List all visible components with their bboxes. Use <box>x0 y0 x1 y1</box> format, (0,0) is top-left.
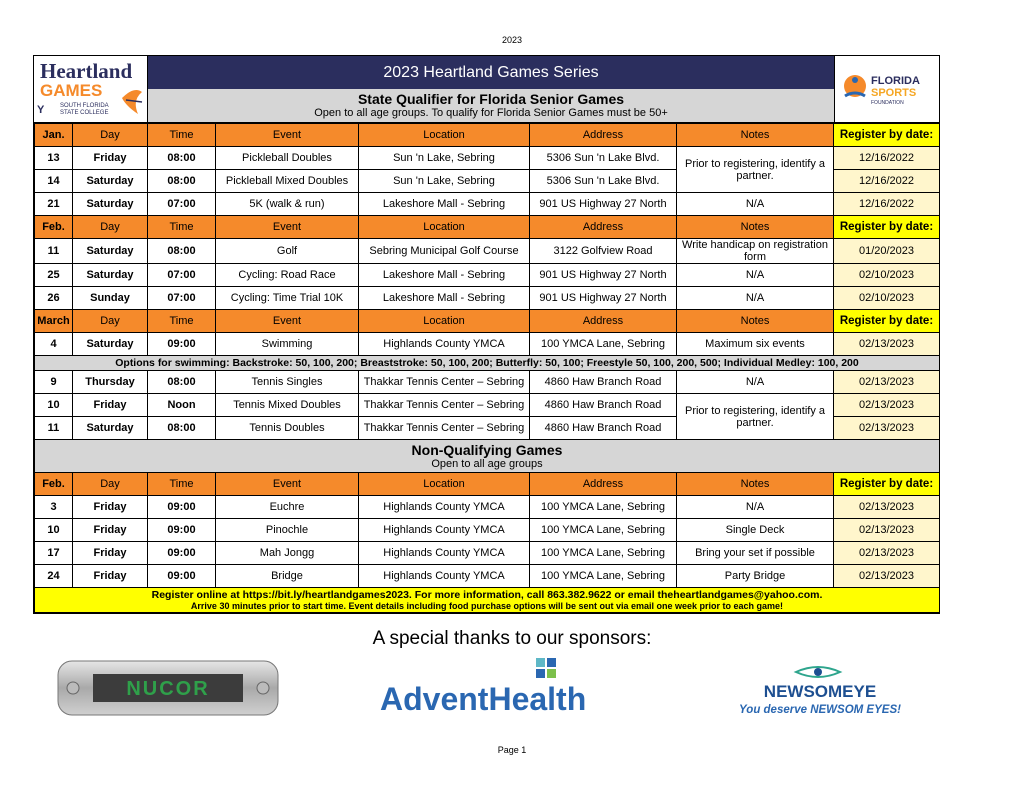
svg-text:Y: Y <box>37 104 45 116</box>
start-time: 08:00 <box>148 239 216 264</box>
day-number: 9 <box>35 371 73 394</box>
register-online-text: Register online at https://bit.ly/heartlandgames2023. For more information, call 863.382.9622 or email theheartlandgames@yahoo.com. <box>151 588 823 601</box>
address: 4860 Haw Branch Road <box>530 371 677 394</box>
location: Highlands County YMCA <box>359 496 530 519</box>
address: 4860 Haw Branch Road <box>530 417 677 440</box>
table-row <box>35 147 940 170</box>
section-title: State Qualifier for Florida Senior Games <box>357 91 625 107</box>
notes: Bring your set if possible <box>677 542 834 565</box>
notes: Prior to registering, identify a partner. <box>677 147 834 193</box>
notes: Write handicap on registration form <box>677 239 834 264</box>
table-row <box>35 287 940 310</box>
weekday: Friday <box>73 519 148 542</box>
notes: Prior to registering, identify a partner. <box>677 394 834 440</box>
register-date: 02/13/2023 <box>834 519 940 542</box>
start-time: 08:00 <box>148 170 216 193</box>
nucor-plate-icon <box>57 660 279 716</box>
event-name: Cycling: Road Race <box>216 264 359 287</box>
start-time: Noon <box>148 394 216 417</box>
day-number: 25 <box>35 264 73 287</box>
svg-text:NEWSOMEYE: NEWSOMEYE <box>763 682 877 701</box>
register-date: 02/10/2023 <box>834 264 940 287</box>
register-date: 02/13/2023 <box>834 565 940 588</box>
col-day: Day <box>73 473 148 496</box>
day-number: 21 <box>35 193 73 216</box>
register-date: 12/16/2022 <box>834 147 940 170</box>
col-time: Time <box>148 124 216 147</box>
newsom-eye-logo <box>720 662 920 723</box>
table-row <box>35 565 940 588</box>
svg-text:FOUNDATION: FOUNDATION <box>871 100 904 106</box>
florida-sports-logo <box>834 56 939 122</box>
notes: N/A <box>677 496 834 519</box>
florida-sports-foundation-logo-icon <box>835 56 939 122</box>
start-time: 07:00 <box>148 264 216 287</box>
event-name: Tennis Doubles <box>216 417 359 440</box>
address: 100 YMCA Lane, Sebring <box>530 565 677 588</box>
day-number: 10 <box>35 394 73 417</box>
start-time: 08:00 <box>148 417 216 440</box>
table-row <box>35 371 940 394</box>
month-label: Feb. <box>35 216 73 239</box>
day-number: 11 <box>35 417 73 440</box>
svg-text:STATE COLLEGE: STATE COLLEGE <box>60 110 109 116</box>
address: 100 YMCA Lane, Sebring <box>530 519 677 542</box>
weekday: Friday <box>73 394 148 417</box>
address: 100 YMCA Lane, Sebring <box>530 496 677 519</box>
swim-options-row <box>35 356 940 371</box>
swim-options: Options for swimming: Backstroke: 50, 100, 200; Breaststroke: 50, 100, 200; Butterfly: 50, 100; Freestyle 50, 100, 200, 500; Individual Medley: 100, 200 <box>35 356 940 371</box>
col-event: Event <box>216 216 359 239</box>
march-header-row <box>35 310 940 333</box>
notes: N/A <box>677 371 834 394</box>
register-date: 02/13/2023 <box>834 333 940 356</box>
event-name: Bridge <box>216 565 359 588</box>
section-note: Open to all age groups. To qualify for Florida Senior Games must be 50+ <box>314 107 668 119</box>
address: 4860 Haw Branch Road <box>530 394 677 417</box>
register-date: 02/13/2023 <box>834 394 940 417</box>
schedule-table <box>34 123 940 613</box>
weekday: Sunday <box>73 287 148 310</box>
non-qualifying-banner <box>35 440 940 473</box>
col-register: Register by date: <box>834 124 940 147</box>
col-notes: Notes <box>677 216 834 239</box>
register-date: 12/16/2022 <box>834 193 940 216</box>
col-time: Time <box>148 473 216 496</box>
location: Thakkar Tennis Center – Sebring <box>359 417 530 440</box>
weekday: Saturday <box>73 264 148 287</box>
event-name: Cycling: Time Trial 10K <box>216 287 359 310</box>
address: 100 YMCA Lane, Sebring <box>530 542 677 565</box>
start-time: 09:00 <box>148 519 216 542</box>
location: Highlands County YMCA <box>359 565 530 588</box>
schedule-sheet <box>33 55 940 614</box>
event-name: 5K (walk & run) <box>216 193 359 216</box>
nucor-logo <box>57 660 279 721</box>
start-time: 09:00 <box>148 542 216 565</box>
non-qualifying-title: Non-Qualifying Games <box>411 441 563 458</box>
header-center <box>148 56 834 122</box>
notes: Maximum six events <box>677 333 834 356</box>
event-name: Tennis Singles <box>216 371 359 394</box>
event-name: Golf <box>216 239 359 264</box>
weekday: Saturday <box>73 333 148 356</box>
col-time: Time <box>148 216 216 239</box>
weekday: Friday <box>73 542 148 565</box>
table-row <box>35 496 940 519</box>
col-notes: Notes <box>677 124 834 147</box>
footer-row <box>35 588 940 613</box>
non-qualifying-subtitle: Open to all age groups <box>431 457 543 470</box>
notes: N/A <box>677 264 834 287</box>
day-number: 14 <box>35 170 73 193</box>
svg-text:SPORTS: SPORTS <box>871 87 917 99</box>
address: 5306 Sun 'n Lake Blvd. <box>530 147 677 170</box>
location: Lakeshore Mall - Sebring <box>359 264 530 287</box>
col-register: Register by date: <box>834 473 940 496</box>
col-location: Location <box>359 473 530 496</box>
page-number: Page 1 <box>497 745 527 755</box>
event-name: Mah Jongg <box>216 542 359 565</box>
col-day: Day <box>73 124 148 147</box>
address: 901 US Highway 27 North <box>530 287 677 310</box>
feb-header-row <box>35 216 940 239</box>
location: Highlands County YMCA <box>359 519 530 542</box>
arrival-note: Arrive 30 minutes prior to start time. Event details including food purchase options will be sent out via email one week prior to each game! <box>190 600 784 611</box>
jan-header-row <box>35 124 940 147</box>
svg-text:SOUTH FLORIDA: SOUTH FLORIDA <box>60 103 109 109</box>
svg-text:Heartland: Heartland <box>40 59 133 83</box>
event-name: Pinochle <box>216 519 359 542</box>
page-title: 2023 Heartland Games Series <box>148 56 834 89</box>
weekday: Saturday <box>73 417 148 440</box>
col-location: Location <box>359 216 530 239</box>
location: Lakeshore Mall - Sebring <box>359 193 530 216</box>
notes: Single Deck <box>677 519 834 542</box>
location: Lakeshore Mall - Sebring <box>359 287 530 310</box>
col-notes: Notes <box>677 310 834 333</box>
weekday: Saturday <box>73 193 148 216</box>
start-time: 08:00 <box>148 147 216 170</box>
year-label: 2023 <box>501 35 523 45</box>
register-date: 02/13/2023 <box>834 371 940 394</box>
col-address: Address <box>530 124 677 147</box>
event-name: Pickleball Mixed Doubles <box>216 170 359 193</box>
day-number: 17 <box>35 542 73 565</box>
start-time: 09:00 <box>148 333 216 356</box>
register-date: 02/13/2023 <box>834 542 940 565</box>
col-address: Address <box>530 216 677 239</box>
non-qualifying-cell <box>35 440 940 473</box>
col-location: Location <box>359 124 530 147</box>
register-date: 02/13/2023 <box>834 496 940 519</box>
table-row <box>35 519 940 542</box>
location: Sebring Municipal Golf Course <box>359 239 530 264</box>
address: 100 YMCA Lane, Sebring <box>530 333 677 356</box>
svg-text:NUCOR: NUCOR <box>126 678 210 700</box>
feb-nq-header-row <box>35 473 940 496</box>
col-event: Event <box>216 473 359 496</box>
weekday: Friday <box>73 565 148 588</box>
table-row <box>35 239 940 264</box>
location: Thakkar Tennis Center – Sebring <box>359 371 530 394</box>
weekday: Friday <box>73 496 148 519</box>
address: 3122 Golfview Road <box>530 239 677 264</box>
table-row <box>35 264 940 287</box>
day-number: 24 <box>35 565 73 588</box>
weekday: Saturday <box>73 170 148 193</box>
notes: N/A <box>677 193 834 216</box>
col-address: Address <box>530 310 677 333</box>
subtitle-bar <box>148 89 834 122</box>
start-time: 08:00 <box>148 371 216 394</box>
event-name: Euchre <box>216 496 359 519</box>
day-number: 26 <box>35 287 73 310</box>
weekday: Saturday <box>73 239 148 264</box>
col-location: Location <box>359 310 530 333</box>
notes: N/A <box>677 287 834 310</box>
table-row <box>35 193 940 216</box>
address: 901 US Highway 27 North <box>530 264 677 287</box>
svg-text:FLORIDA: FLORIDA <box>871 75 920 87</box>
location: Highlands County YMCA <box>359 333 530 356</box>
start-time: 09:00 <box>148 565 216 588</box>
svg-text:AdventHealth: AdventHealth <box>380 681 587 716</box>
footer-cell <box>35 588 940 613</box>
event-name: Tennis Mixed Doubles <box>216 394 359 417</box>
location: Sun 'n Lake, Sebring <box>359 147 530 170</box>
sponsors-heading: A special thanks to our sponsors: <box>372 628 652 649</box>
col-event: Event <box>216 310 359 333</box>
col-event: Event <box>216 124 359 147</box>
day-number: 10 <box>35 519 73 542</box>
event-name: Pickleball Doubles <box>216 147 359 170</box>
day-number: 4 <box>35 333 73 356</box>
heartland-games-logo <box>34 56 148 122</box>
col-register: Register by date: <box>834 310 940 333</box>
table-row <box>35 333 940 356</box>
month-label: Feb. <box>35 473 73 496</box>
address: 901 US Highway 27 North <box>530 193 677 216</box>
start-time: 07:00 <box>148 193 216 216</box>
register-date: 02/13/2023 <box>834 417 940 440</box>
header <box>34 56 939 123</box>
day-number: 11 <box>35 239 73 264</box>
register-date: 12/16/2022 <box>834 170 940 193</box>
col-day: Day <box>73 310 148 333</box>
svg-text:You deserve NEWSOM EYES!: You deserve NEWSOM EYES! <box>739 704 901 716</box>
location: Sun 'n Lake, Sebring <box>359 170 530 193</box>
notes: Party Bridge <box>677 565 834 588</box>
heartland-games-logo-icon <box>34 56 147 122</box>
location: Thakkar Tennis Center – Sebring <box>359 394 530 417</box>
col-notes: Notes <box>677 473 834 496</box>
weekday: Thursday <box>73 371 148 394</box>
col-day: Day <box>73 216 148 239</box>
month-label: Jan. <box>35 124 73 147</box>
address: 5306 Sun 'n Lake Blvd. <box>530 170 677 193</box>
newsom-eye-icon <box>720 662 920 718</box>
register-date: 01/20/2023 <box>834 239 940 264</box>
svg-text:GAMES: GAMES <box>40 81 103 100</box>
weekday: Friday <box>73 147 148 170</box>
location: Highlands County YMCA <box>359 542 530 565</box>
event-name: Swimming <box>216 333 359 356</box>
month-label: March <box>35 310 73 333</box>
day-number: 13 <box>35 147 73 170</box>
start-time: 07:00 <box>148 287 216 310</box>
table-row <box>35 394 940 417</box>
col-address: Address <box>530 473 677 496</box>
table-row <box>35 542 940 565</box>
start-time: 09:00 <box>148 496 216 519</box>
col-time: Time <box>148 310 216 333</box>
col-register: Register by date: <box>834 216 940 239</box>
adventhealth-cross-icon <box>380 656 620 716</box>
register-date: 02/10/2023 <box>834 287 940 310</box>
day-number: 3 <box>35 496 73 519</box>
adventhealth-logo <box>380 656 620 721</box>
